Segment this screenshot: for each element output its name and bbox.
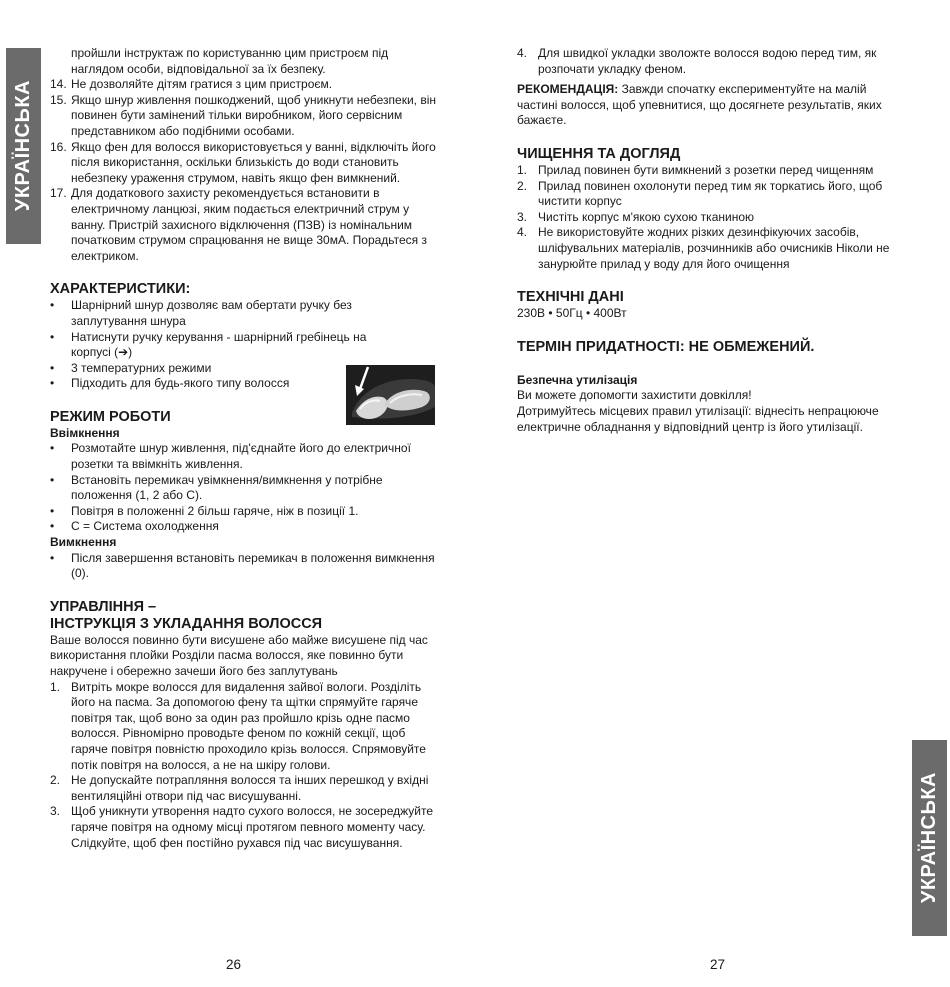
language-tab-right [912,740,947,936]
cleaning-item: 1. Прилад повинен бути вимкнений з розетки перед чищенням [517,162,874,177]
switch-on-item: • Встановіть перемикач увімкнення/вимкнення у потрібне положення (1, 2 або С). [50,472,383,503]
shelf-life-heading: ТЕРМІН ПРИДАТНОСТІ: НЕ ОБМЕЖЕНИЙ. [517,338,815,355]
safety-item-continued: пройшли інструктаж по користуванню цим пристроєм під наглядом особи, відповідальної за їх безпеку. [71,46,389,76]
language-tab-left [6,48,41,244]
features-list [50,298,367,392]
disposal-heading: Безпечна утилізація [517,372,638,387]
switch-on-item: • Повітря в положенні 2 більш гаряче, ніж в позиції 1. [50,503,359,518]
cleaning-heading: ЧИЩЕННЯ ТА ДОГЛЯД [517,145,681,162]
feature-item: • Підходить для будь-якого типу волосся [50,376,290,391]
switch-off-subheading: Вимкнення [50,535,117,550]
right-page-column [517,46,909,435]
feature-item: • Натиснути ручку керування - шарнірний гребінець на корпусі (➔) [50,329,367,360]
switch-off-item: • Після завершення встановіть перемикач в положення вимкнення (0). [50,550,435,581]
switch-on-subheading: Ввімкнення [50,425,120,440]
control-item: 4. Для швидкої укладки зволожте волосся водою перед тим, як розпочати укладку феном. [517,46,877,76]
operation-heading: РЕЖИМ РОБОТИ [50,408,171,425]
left-page-column [50,46,442,851]
hair-dryer-comb-illustration [346,365,435,425]
page-number-left: 26 [226,957,242,972]
disposal-line: Дотримуйтесь місцевих правил утилізації: віднесіть непрацююче електричне обладнання у відповідний центр із його утилізації. [517,403,879,434]
safety-item: 14. Не дозволяйте дітям гратися з цим пристроєм. [50,77,333,92]
control-item: 2. Не допускайте потрапляння волосся та інших перешкод у вхідні вентиляційні отвори під час висушуванні. [50,773,429,803]
safety-item: 16. Якщо фен для волосся використовується у ванні, відключіть його після використання, оскільки близькість до води становить небезпеку ураження струмом, навіть якщо фен вимкнений. [50,139,436,185]
feature-item: • 3 температурних режими [50,360,212,375]
features-heading: ХАРАКТЕРИСТИКИ: [50,281,191,298]
control-item: 1. Витріть мокре волосся для видалення зайвої вологи. Розділіть його на пасма. За допомогою фену та щітки спрямуйте гаряче повітря так, щоб воно за один раз пройшло крізь одне пасмо волосся. Рівномірно проводьте феном по кожній секції, щоб гаряче повітря повністю проходило крізь волосся. Спрямовуйте потік повітря на волосся, а не на шкіру голови. [50,679,426,772]
cleaning-item: 3. Чистіть корпус м'якою сухою тканиною [517,209,754,224]
cleaning-item: 4. Не використовуйте жодних різких дезинфікуючих засобів, шліфувальних матеріалів, розчинників або очисників Ніколи не занурюйте прилад у воду для його очищення [517,225,890,271]
tech-data-heading: ТЕХНІЧНІ ДАНІ [517,289,624,306]
recommendation: РЕКОМЕНДАЦІЯ: Завжди спочатку експериментуйте на малій частині волосся, щоб упевнитися, що досягнете результатів, яких бажаєте. [517,82,882,128]
safety-item: 17. Для додаткового захисту рекомендується встановити в електричному ланцюзі, яким подається електричний струм у ванну. Пристрій захисного відключення (ПЗВ) із номінальним початковим струмом спрацювання не вище 30мА. Порадьтеся з електриком. [50,186,427,263]
control-heading-line2: ІНСТРУКЦІЯ З УКЛАДАННЯ ВОЛОССЯ [50,615,323,632]
control-intro: Ваше волосся повинно бути висушене або майже висушене під час використання плойки Розділи пасма волосся, яке повинно бути накручене і обережно зачеши його без заплутувань [50,632,428,678]
control-item: 3. Щоб уникнути утворення надто сухого волосся, не зосереджуйте гаряче повітря на одному місці протягом певного моменту часу. Слідкуйте, щоб фен постійно рухався під час висушування. [50,804,434,850]
page-number-right: 27 [710,957,726,972]
tech-data-values: 230В • 50Гц • 400Вт [517,306,627,321]
control-heading-line1: УПРАВЛІННЯ – [50,598,157,615]
disposal-line: Ви можете допомогти захистити довкілля! [517,388,752,403]
switch-on-item: • С = Система охолодження [50,519,219,534]
safety-item: 15. Якщо шнур живлення пошкоджений, щоб уникнути небезпеки, він повинен бути замінений тільки виробником, його сервісним представником або подібними особами. [50,92,437,138]
switch-on-item: • Розмотайте шнур живлення, під'єднайте його до електричної розетки та ввімкніть живлення. [50,441,411,472]
feature-item: • Шарнірний шнур дозволяє вам обертати ручку без заплутування шнура [50,298,352,328]
language-tab-label: УКРАЇНСЬКА [12,80,34,212]
language-tab-label: УКРАЇНСЬКА [918,772,940,904]
cleaning-item: 2. Прилад повинен охолонути перед тим як торкатись його, щоб чистити корпус [517,178,883,209]
